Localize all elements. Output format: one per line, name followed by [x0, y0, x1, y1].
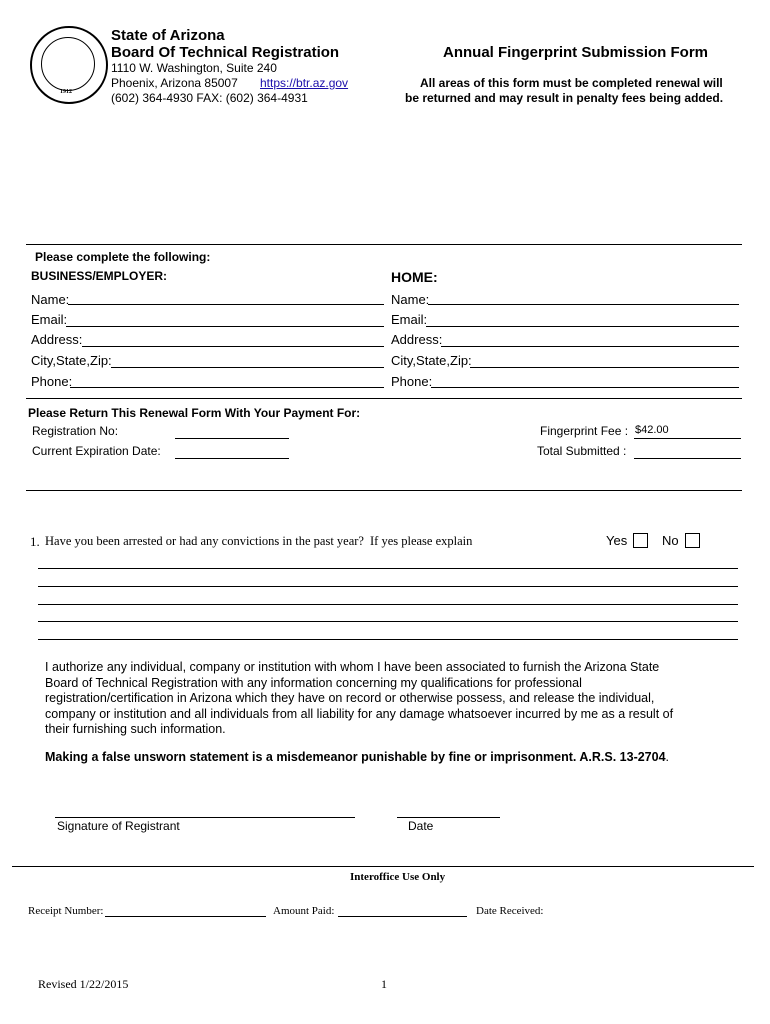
- no-checkbox[interactable]: [685, 533, 700, 548]
- section-divider-top: [26, 244, 742, 245]
- section-divider-question: [26, 490, 742, 491]
- amount-label: Amount Paid:: [273, 905, 335, 917]
- explain-line-2[interactable]: [38, 586, 738, 587]
- agency-name-line2: Board Of Technical Registration: [111, 44, 340, 61]
- warning-text: Making a false unsworn statement is a misdemeanor punishable by fine or imprisonment. A.R.S. 13-2704: [45, 750, 666, 764]
- section-divider-office: [12, 866, 754, 867]
- no-label: No: [662, 533, 679, 548]
- section-divider-payment: [26, 398, 742, 399]
- home-address-label: Address:: [391, 332, 443, 347]
- business-phone-label: Phone:: [31, 374, 73, 389]
- business-address-line: [82, 346, 384, 347]
- home-email-label: Email:: [391, 312, 428, 327]
- business-city-label: City,State,Zip:: [31, 353, 112, 368]
- authorization-line-5: their furnishing such information.: [45, 722, 226, 736]
- fee-value: $42.00: [635, 424, 669, 436]
- explain-line-1[interactable]: [38, 568, 738, 569]
- business-address-input[interactable]: [82, 330, 384, 346]
- explain-line-4[interactable]: [38, 621, 738, 622]
- form-title: Annual Fingerprint Submission Form: [443, 44, 709, 61]
- explain-line-5[interactable]: [38, 639, 738, 640]
- seal-inner-ring: [41, 37, 95, 91]
- business-phone-input[interactable]: [70, 371, 384, 387]
- agency-website-link[interactable]: https://btr.az.gov: [260, 76, 349, 90]
- home-email-line: [426, 326, 739, 327]
- signature-label: Signature of Registrant: [57, 819, 180, 833]
- form-notice-line1: All areas of this form must be completed renewal will: [420, 76, 723, 90]
- expiration-label: Current Expiration Date:: [32, 444, 161, 458]
- authorization-paragraph: [45, 660, 745, 738]
- seal-year: 1912: [60, 89, 72, 95]
- home-address-input[interactable]: [441, 330, 739, 346]
- fee-line: [634, 438, 741, 439]
- authorization-line-3: registration/certification in Arizona which they have on record or otherwise possess, and release the individual,: [45, 691, 655, 705]
- signature-line[interactable]: [55, 817, 355, 818]
- receipt-label: Receipt Number:: [28, 905, 104, 917]
- question-number: 1.: [30, 534, 40, 549]
- home-name-label: Name:: [391, 292, 430, 307]
- home-heading: HOME:: [391, 269, 438, 285]
- question-text: Have you been arrested or had any convictions in the past year?: [45, 534, 364, 548]
- office-heading: Interoffice Use Only: [350, 871, 446, 883]
- business-city-line: [111, 367, 384, 368]
- expiration-input[interactable]: [175, 442, 289, 458]
- home-city-line: [470, 367, 739, 368]
- authorization-line-4: company or institution and all individuals from all liability for any damage whatsoever incurred by me as a result of: [45, 706, 674, 721]
- agency-city: Phoenix, Arizona 85007: [111, 76, 238, 90]
- revised-date: Revised 1/22/2015: [38, 977, 129, 991]
- authorization-line-2: Board of Technical Registration with any information concerning my qualifications for professional: [45, 675, 582, 690]
- registration-label: Registration No:: [32, 424, 119, 438]
- agency-name-line1: State of Arizona: [111, 27, 225, 44]
- explain-line-3[interactable]: [38, 604, 738, 605]
- yes-checkbox[interactable]: [633, 533, 648, 548]
- business-name-label: Name:: [31, 292, 70, 307]
- page-number: 1: [381, 977, 387, 991]
- home-city-label: City,State,Zip:: [391, 353, 472, 368]
- business-city-input[interactable]: [111, 351, 384, 367]
- receipt-line: [105, 916, 266, 917]
- amount-line: [338, 916, 467, 917]
- agency-phone-fax: (602) 364-4930 FAX: (602) 364-4931: [111, 91, 308, 105]
- authorization-line-1: I authorize any individual, company or institution with whom I have been associated to furnish the Arizona State: [45, 660, 660, 674]
- business-name-input[interactable]: [68, 288, 384, 304]
- home-email-input[interactable]: [426, 310, 739, 326]
- date-line[interactable]: [397, 817, 500, 818]
- date-label: Date: [408, 819, 434, 833]
- fee-label: Fingerprint Fee :: [540, 424, 629, 438]
- business-address-label: Address:: [31, 332, 83, 347]
- question-explain: If yes please explain: [370, 534, 473, 548]
- form-notice-line2: be returned and may result in penalty fees being added.: [405, 91, 724, 105]
- business-email-label: Email:: [31, 312, 68, 327]
- warning-period: .: [665, 750, 670, 764]
- home-name-line: [428, 304, 739, 305]
- business-email-line: [66, 326, 384, 327]
- home-phone-input[interactable]: [431, 371, 739, 387]
- total-label: Total Submitted :: [537, 444, 627, 458]
- misdemeanor-warning: [45, 750, 669, 764]
- home-address-line: [441, 346, 739, 347]
- home-city-input[interactable]: [470, 351, 739, 367]
- total-input[interactable]: [634, 442, 741, 458]
- date-received-label: Date Received:: [476, 905, 544, 917]
- home-name-input[interactable]: [428, 288, 739, 304]
- agency-address: 1110 W. Washington, Suite 240: [111, 61, 277, 75]
- business-heading: BUSINESS/EMPLOYER:: [31, 269, 168, 283]
- contact-intro: Please complete the following:: [35, 250, 211, 264]
- business-email-input[interactable]: [66, 310, 384, 326]
- business-phone-line: [70, 387, 384, 388]
- state-seal-logo: [30, 26, 108, 104]
- business-name-line: [68, 304, 384, 305]
- home-phone-line: [431, 387, 739, 388]
- home-phone-label: Phone:: [391, 374, 433, 389]
- registration-input[interactable]: [175, 422, 289, 438]
- total-line: [634, 458, 741, 459]
- payment-heading: Please Return This Renewal Form With Your Payment For:: [28, 406, 361, 420]
- expiration-line: [175, 458, 289, 459]
- registration-line: [175, 438, 289, 439]
- yes-label: Yes: [606, 533, 628, 548]
